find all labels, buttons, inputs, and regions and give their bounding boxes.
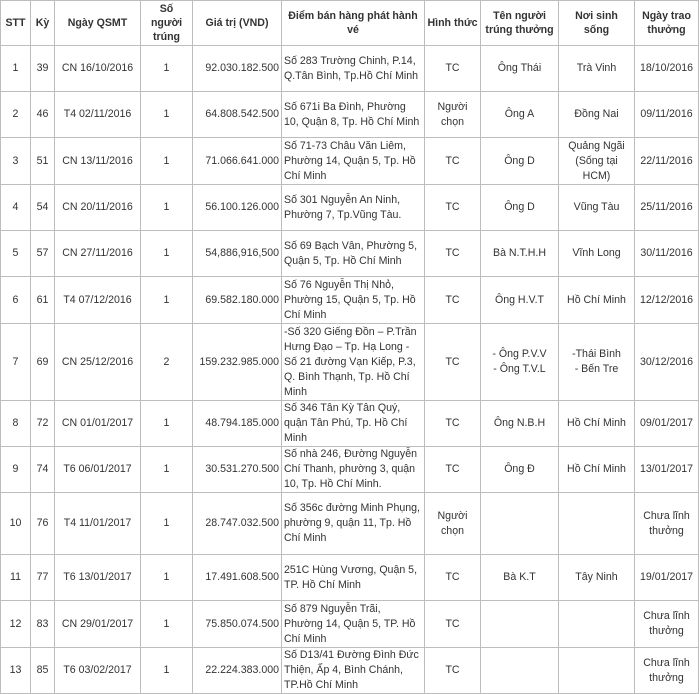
cell-hinh-thuc: TC xyxy=(425,138,481,185)
cell-noi-sinh-song xyxy=(559,185,635,231)
cell-ngay-qsmt: CN 25/12/2016 xyxy=(55,324,141,401)
cell-noi-sinh-song-line: Hồ Chí Minh xyxy=(567,417,626,429)
cell-ten-nguoi-trung xyxy=(481,324,559,401)
cell-noi-sinh-song xyxy=(559,277,635,324)
header-noi-sinh-song: Nơi sinh sống xyxy=(559,1,635,46)
cell-ky: 76 xyxy=(31,493,55,555)
cell-gia-tri: 22.224.383.000 xyxy=(193,648,282,694)
cell-ten-nguoi-trung xyxy=(481,447,559,493)
cell-stt: 1 xyxy=(1,46,31,92)
cell-ten-nguoi-trung-line: Ông Thái xyxy=(497,62,542,74)
table-body xyxy=(1,46,699,694)
cell-ky: 72 xyxy=(31,401,55,447)
cell-ky: 39 xyxy=(31,46,55,92)
cell-diem-ban: 251C Hùng Vương, Quận 5, TP. Hồ Chí Minh xyxy=(282,555,425,601)
cell-stt: 4 xyxy=(1,185,31,231)
cell-stt: 7 xyxy=(1,324,31,401)
cell-ngay-trao: 13/01/2017 xyxy=(635,447,699,493)
cell-ten-nguoi-trung xyxy=(481,138,559,185)
cell-so-nguoi-trung: 1 xyxy=(141,648,193,694)
cell-ten-nguoi-trung xyxy=(481,601,559,648)
table-row xyxy=(1,231,699,277)
table-row xyxy=(1,185,699,231)
cell-hinh-thuc: Người chọn xyxy=(425,92,481,138)
cell-stt: 13 xyxy=(1,648,31,694)
cell-ky: 74 xyxy=(31,447,55,493)
cell-ten-nguoi-trung-line: - Ông T.V.L xyxy=(493,363,546,375)
cell-so-nguoi-trung: 1 xyxy=(141,277,193,324)
cell-so-nguoi-trung: 1 xyxy=(141,185,193,231)
cell-gia-tri: 28.747.032.500 xyxy=(193,493,282,555)
cell-so-nguoi-trung: 1 xyxy=(141,555,193,601)
cell-so-nguoi-trung: 1 xyxy=(141,46,193,92)
cell-ky: 83 xyxy=(31,601,55,648)
cell-ten-nguoi-trung xyxy=(481,555,559,601)
table-row xyxy=(1,447,699,493)
cell-diem-ban: Số 346 Tân Kỳ Tân Quý, quận Tân Phú, Tp. Hồ Chí Minh xyxy=(282,401,425,447)
cell-ngay-trao: 18/10/2016 xyxy=(635,46,699,92)
cell-diem-ban: Số 76 Nguyễn Thị Nhỏ, Phường 15, Quận 5, Tp. Hồ Chí Minh xyxy=(282,277,425,324)
cell-ngay-qsmt: T6 03/02/2017 xyxy=(55,648,141,694)
cell-diem-ban: -Số 320 Giếng Đồn – P.Trần Hưng Đạo – Tp. Hạ Long -Số 21 đường Vạn Kiếp, P.3, Q. Bình Thạnh, Tp. Hồ Chí Minh xyxy=(282,324,425,401)
cell-ngay-qsmt: T4 11/01/2017 xyxy=(55,493,141,555)
header-ngay-trao: Ngày trao thưởng xyxy=(635,1,699,46)
table-row xyxy=(1,324,699,401)
cell-noi-sinh-song-line: Quảng Ngãi (Sống tại HCM) xyxy=(568,139,625,182)
cell-ten-nguoi-trung xyxy=(481,401,559,447)
header-row xyxy=(1,1,699,46)
cell-gia-tri: 30.531.270.500 xyxy=(193,447,282,493)
cell-ky: 85 xyxy=(31,648,55,694)
cell-ky: 77 xyxy=(31,555,55,601)
table-row xyxy=(1,138,699,185)
cell-ten-nguoi-trung xyxy=(481,277,559,324)
cell-ngay-qsmt: CN 29/01/2017 xyxy=(55,601,141,648)
cell-ten-nguoi-trung-line: Ông D xyxy=(504,154,535,167)
cell-diem-ban: Số 283 Trường Chinh, P.14, Q.Tân Bình, Tp.Hồ Chí Minh xyxy=(282,46,425,92)
cell-hinh-thuc: TC xyxy=(425,46,481,92)
cell-ngay-qsmt: T6 06/01/2017 xyxy=(55,447,141,493)
cell-ngay-qsmt: CN 20/11/2016 xyxy=(55,185,141,231)
cell-ten-nguoi-trung-line: - Ông P.V.V xyxy=(492,348,547,360)
cell-hinh-thuc: TC xyxy=(425,185,481,231)
cell-hinh-thuc: Người chọn xyxy=(425,493,481,555)
cell-stt: 12 xyxy=(1,601,31,648)
cell-ky: 46 xyxy=(31,92,55,138)
cell-ten-nguoi-trung-line: Ông D xyxy=(504,201,535,213)
cell-diem-ban: Số D13/41 Đường Đình Đức Thiện, Ấp 4, Bình Chánh, TP.Hồ Chí Minh xyxy=(282,648,425,694)
cell-ten-nguoi-trung xyxy=(481,46,559,92)
cell-ngay-trao: 30/11/2016 xyxy=(635,231,699,277)
cell-ky: 69 xyxy=(31,324,55,401)
cell-noi-sinh-song-line: Tây Ninh xyxy=(575,571,618,583)
cell-noi-sinh-song-line: Trà Vinh xyxy=(576,62,617,74)
cell-ngay-qsmt: T4 07/12/2016 xyxy=(55,277,141,324)
cell-ky: 54 xyxy=(31,185,55,231)
cell-noi-sinh-song xyxy=(559,46,635,92)
cell-ten-nguoi-trung xyxy=(481,92,559,138)
cell-noi-sinh-song xyxy=(559,231,635,277)
cell-so-nguoi-trung: 1 xyxy=(141,231,193,277)
cell-so-nguoi-trung: 1 xyxy=(141,138,193,185)
cell-hinh-thuc: TC xyxy=(425,601,481,648)
cell-diem-ban: Số 671i Ba Đình, Phường 10, Quận 8, Tp. Hồ Chí Minh xyxy=(282,92,425,138)
cell-ngay-trao: Chưa lĩnh thưởng xyxy=(635,493,699,555)
cell-diem-ban: Số 356c đường Minh Phụng, phường 9, quận 11, Tp. Hồ Chí Minh xyxy=(282,493,425,555)
cell-stt: 3 xyxy=(1,138,31,185)
cell-so-nguoi-trung: 1 xyxy=(141,92,193,138)
cell-ngay-qsmt: CN 16/10/2016 xyxy=(55,46,141,92)
cell-stt: 8 xyxy=(1,401,31,447)
header-ngay-qsmt: Ngày QSMT xyxy=(55,1,141,46)
cell-diem-ban: Số 301 Nguyễn An Ninh, Phường 7, Tp.Vũng Tàu. xyxy=(282,185,425,231)
cell-ten-nguoi-trung-line: Ông A xyxy=(504,108,535,120)
header-stt: STT xyxy=(1,1,31,46)
cell-noi-sinh-song xyxy=(559,555,635,601)
cell-hinh-thuc: TC xyxy=(425,447,481,493)
cell-ten-nguoi-trung-line: Ông H.V.T xyxy=(494,293,545,306)
header-so-nguoi-trung: Số người trúng xyxy=(141,1,193,46)
cell-stt: 10 xyxy=(1,493,31,555)
cell-diem-ban: Số nhà 246, Đường Nguyễn Chí Thanh, phường 3, quận 10, Tp. Hồ Chí Minh. xyxy=(282,447,425,493)
cell-noi-sinh-song xyxy=(559,324,635,401)
table-row xyxy=(1,46,699,92)
cell-ngay-qsmt: CN 27/11/2016 xyxy=(55,231,141,277)
cell-so-nguoi-trung: 2 xyxy=(141,324,193,401)
cell-ky: 57 xyxy=(31,231,55,277)
cell-gia-tri: 54,886,916,500 xyxy=(193,231,282,277)
cell-hinh-thuc: TC xyxy=(425,401,481,447)
cell-noi-sinh-song xyxy=(559,138,635,185)
cell-noi-sinh-song xyxy=(559,648,635,694)
cell-gia-tri: 159.232.985.000 xyxy=(193,324,282,401)
cell-ten-nguoi-trung xyxy=(481,648,559,694)
cell-hinh-thuc: TC xyxy=(425,555,481,601)
cell-stt: 5 xyxy=(1,231,31,277)
cell-ngay-qsmt: CN 01/01/2017 xyxy=(55,401,141,447)
cell-ngay-trao: Chưa lĩnh thưởng xyxy=(635,601,699,648)
cell-ngay-trao: 12/12/2016 xyxy=(635,277,699,324)
cell-ky: 61 xyxy=(31,277,55,324)
table-row xyxy=(1,601,699,648)
header-gia-tri: Giá trị (VND) xyxy=(193,1,282,46)
cell-ngay-trao: 25/11/2016 xyxy=(635,185,699,231)
cell-ngay-trao: 30/12/2016 xyxy=(635,324,699,401)
cell-noi-sinh-song xyxy=(559,447,635,493)
cell-ten-nguoi-trung xyxy=(481,231,559,277)
cell-ngay-trao: Chưa lĩnh thưởng xyxy=(635,648,699,694)
cell-diem-ban: Số 71-73 Châu Văn Liêm, Phường 14, Quận 5, Tp. Hồ Chí Minh xyxy=(282,138,425,185)
cell-so-nguoi-trung: 1 xyxy=(141,601,193,648)
cell-gia-tri: 71.066.641.000 xyxy=(193,138,282,185)
cell-stt: 9 xyxy=(1,447,31,493)
header-ten-nguoi-trung: Tên người trúng thưởng xyxy=(481,1,559,46)
table-row xyxy=(1,648,699,694)
cell-gia-tri: 92.030.182.500 xyxy=(193,46,282,92)
cell-ten-nguoi-trung-line: Bà K.T xyxy=(503,571,536,583)
cell-noi-sinh-song-line: - Bến Tre xyxy=(574,363,619,375)
cell-diem-ban: Số 69 Bạch Vân, Phường 5, Quận 5, Tp. Hồ Chí Minh xyxy=(282,231,425,277)
cell-ten-nguoi-trung xyxy=(481,493,559,555)
cell-diem-ban: Số 879 Nguyễn Trãi, Phường 14, Quận 5, TP. Hồ Chí Minh xyxy=(282,601,425,648)
cell-ngay-trao: 19/01/2017 xyxy=(635,555,699,601)
header-hinh-thuc: Hình thức xyxy=(425,1,481,46)
cell-gia-tri: 17.491.608.500 xyxy=(193,555,282,601)
cell-noi-sinh-song-line: -Thái Bình xyxy=(572,348,621,360)
cell-ten-nguoi-trung xyxy=(481,185,559,231)
cell-hinh-thuc: TC xyxy=(425,648,481,694)
cell-stt: 2 xyxy=(1,92,31,138)
cell-stt: 11 xyxy=(1,555,31,601)
cell-gia-tri: 69.582.180.000 xyxy=(193,277,282,324)
cell-ten-nguoi-trung-line: Ông N.B.H xyxy=(493,417,546,429)
cell-ngay-trao: 09/01/2017 xyxy=(635,401,699,447)
cell-noi-sinh-song-line: Đồng Nai xyxy=(574,108,619,120)
cell-so-nguoi-trung: 1 xyxy=(141,493,193,555)
cell-ky: 51 xyxy=(31,138,55,185)
cell-hinh-thuc: TC xyxy=(425,231,481,277)
table-row xyxy=(1,277,699,324)
table-row xyxy=(1,401,699,447)
cell-so-nguoi-trung: 1 xyxy=(141,401,193,447)
cell-gia-tri: 64.808.542.500 xyxy=(193,92,282,138)
cell-noi-sinh-song-line: Vĩnh Long xyxy=(572,247,621,259)
cell-ngay-qsmt: T4 02/11/2016 xyxy=(55,92,141,138)
table-row xyxy=(1,555,699,601)
header-diem-ban: Điểm bán hàng phát hành vé xyxy=(282,1,425,46)
cell-noi-sinh-song-line: Hồ Chí Minh xyxy=(567,463,626,475)
cell-ngay-qsmt: T6 13/01/2017 xyxy=(55,555,141,601)
cell-hinh-thuc: TC xyxy=(425,277,481,324)
cell-ten-nguoi-trung-line: Ông Đ xyxy=(504,463,535,475)
cell-ngay-qsmt: CN 13/11/2016 xyxy=(55,138,141,185)
table-row xyxy=(1,493,699,555)
cell-ngay-trao: 22/11/2016 xyxy=(635,138,699,185)
cell-ngay-trao: 09/11/2016 xyxy=(635,92,699,138)
cell-noi-sinh-song xyxy=(559,401,635,447)
cell-hinh-thuc: TC xyxy=(425,324,481,401)
cell-gia-tri: 56.100.126.000 xyxy=(193,185,282,231)
cell-gia-tri: 48.794.185.000 xyxy=(193,401,282,447)
cell-noi-sinh-song xyxy=(559,601,635,648)
cell-noi-sinh-song-line: Vũng Tàu xyxy=(573,201,620,213)
cell-noi-sinh-song xyxy=(559,493,635,555)
cell-gia-tri: 75.850.074.500 xyxy=(193,601,282,648)
cell-noi-sinh-song xyxy=(559,92,635,138)
cell-so-nguoi-trung: 1 xyxy=(141,447,193,493)
cell-ten-nguoi-trung-line: Bà N.T.H.H xyxy=(493,247,546,259)
cell-stt: 6 xyxy=(1,277,31,324)
cell-noi-sinh-song-line: Hồ Chí Minh xyxy=(567,293,626,306)
table-row xyxy=(1,92,699,138)
header-ky: Kỳ xyxy=(31,1,55,46)
